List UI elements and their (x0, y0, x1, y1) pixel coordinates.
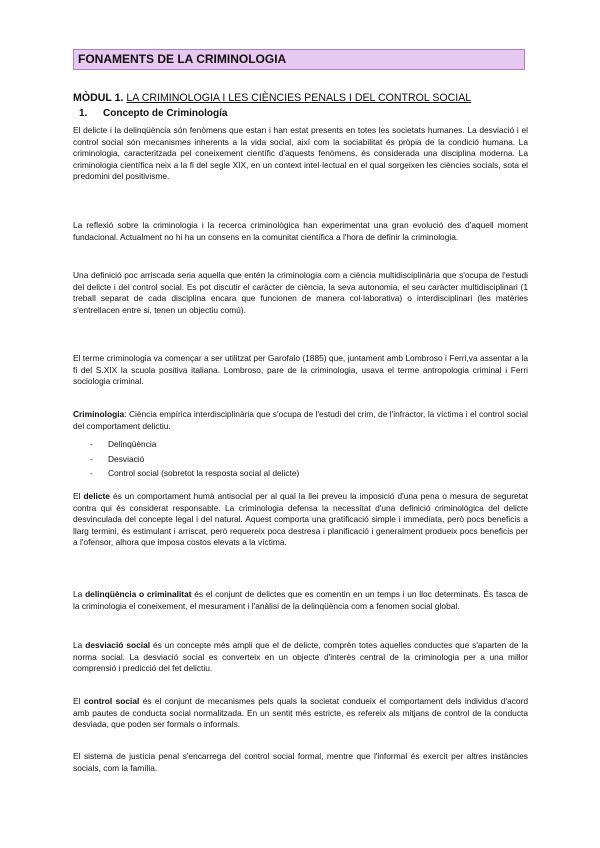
paragraph-desviacio (73, 640, 528, 675)
module-heading (73, 92, 471, 104)
paragraph-delinquencia (73, 589, 528, 612)
paragraph-term-origin: El terme criminologia va començar a ser utilitzat per Garofalo (1885) que, juntament amb Lombroso i Ferri,va assentar a la fi del S.XIX la scuola positiva italiana. Lombroso, pare de la criminologia, usava el terme antropologia criminal i Ferri sociologia criminal. (73, 353, 528, 387)
body-text: és el conjunt de mecanismes pels quals la societat condueix el comportament dels individus d'acord amb pautes de conducta social normalitzada. En un sentit més estricte, es refereix als mitjans de control de la conducta desviada, que poden ser formals o informals. (73, 696, 529, 730)
paragraph-intro: El delicte i la delinqüència són fenòmens que estan i han estat presents en totes les societats humanes. La desviació i el control social són mecanismes inherents a la vida social, així com la sociabilitat és pròpia de la condició humana. La criminologia, caracteritzada pel coneixement científic d'aquests fenòmens, és considerada una disciplina moderna. La criminologia científica neix a la fi del segle XIX, en un context intel·lectual en el qual sorgeixen les ciències socials, sota el predomini del positivisme. (73, 125, 528, 182)
term-delinquencia: delinqüència o criminalitat (85, 589, 192, 599)
paragraph-criminology-definition (73, 409, 528, 432)
prefix-text: El (73, 491, 84, 501)
term-control-social: control social (83, 696, 140, 706)
paragraph-reflection: La reflexió sobre la criminologia i la recerca criminològica han experimentat una gran evolució des d'aquell moment fundacional. Actualment no hi ha un consens en la comunitat científica a l'hora de definir la criminologia. (73, 220, 528, 242)
section-title: Concepto de Criminología (103, 108, 228, 119)
term-delicte: delicte (83, 491, 110, 501)
list-item: - Control social (sobretot la resposta social al delicte) (86, 466, 299, 481)
body-text: és un concepte més ampli que el de delicte, comprèn totes aquelles conductes que s'aparten de la norma social. La desviació social es converteix en un objecte d'interès central de la criminologia per a una millor comprensió i predicció del fet delictiu. (73, 640, 528, 674)
section-number: 1. (79, 108, 88, 119)
module-label: MÒDUL 1. (73, 92, 124, 104)
term-desviacio-social: desviació social (85, 640, 151, 650)
paragraph-delicte (73, 491, 528, 549)
prefix-text: El (73, 696, 84, 706)
paragraph-control-social (73, 696, 528, 731)
document-title-banner (73, 49, 525, 70)
criminology-topics-list (86, 437, 299, 481)
section-heading (79, 108, 227, 119)
definition-text: : Ciència empírica interdisciplinària que s'ocupa de l'estudi del crim, de l'infractor, la víctima i el control social del comportament delictiu. (73, 409, 528, 431)
list-item: - Delinqüència (86, 437, 299, 452)
paragraph-justice-system: El sistema de justícia penal s'encarrega del control social formal, mentre que l'informal és exercit per altres instàncies socials, com la família. (73, 751, 528, 773)
document-title: FONAMENTS DE LA CRIMINOLOGIA (78, 52, 287, 66)
body-text: és un comportament humà antisocial per al qual la llei preveu la imposició d'una pena o mesura de seguretat contra qui és considerat responsable. La criminologia defensa la necessitat d'una definició criminològica del delicte desvinculada del concepte legal i del natural. Aquest comporta una gratificació simple i immediata, però pocs beneficis a llarg termini, és estimulant i arriscat, però requereix poca destresa i planificació i generalment produeix pocs beneficis per a l'ofensor, alhora que imposa costos elevats a la víctima. (73, 491, 528, 548)
term-criminologia: Criminologia (73, 409, 125, 419)
prefix-text: La (73, 640, 86, 650)
prefix-text: La (73, 589, 86, 599)
module-title: LA CRIMINOLOGIA I LES CIÈNCIES PENALS I DEL CONTROL SOCIAL (126, 92, 472, 104)
list-item: - Desviació (86, 452, 299, 467)
paragraph-definition: Una definició poc arriscada seria aquella que entén la criminologia com a ciència multidisciplinària que s'ocupa de l'estudi del delicte i del control social. Es pot discutir el caràcter de ciència, la seva autonomia, el seu caràcter multidisciplinari (1 treball separat de cada disciplina encara que funcionen de manera col·laborativa) o interdisciplinari (les matèries s'entrellacen entre si, tenen un objectiu comú). (73, 270, 528, 315)
body-text: és el conjunt de delictes que es comentin en un temps i un lloc determinats. És tasca de la criminologia el coneixement, el mesurament i l'anàlisi de la delinqüència com a fenomen social global. (73, 589, 529, 611)
